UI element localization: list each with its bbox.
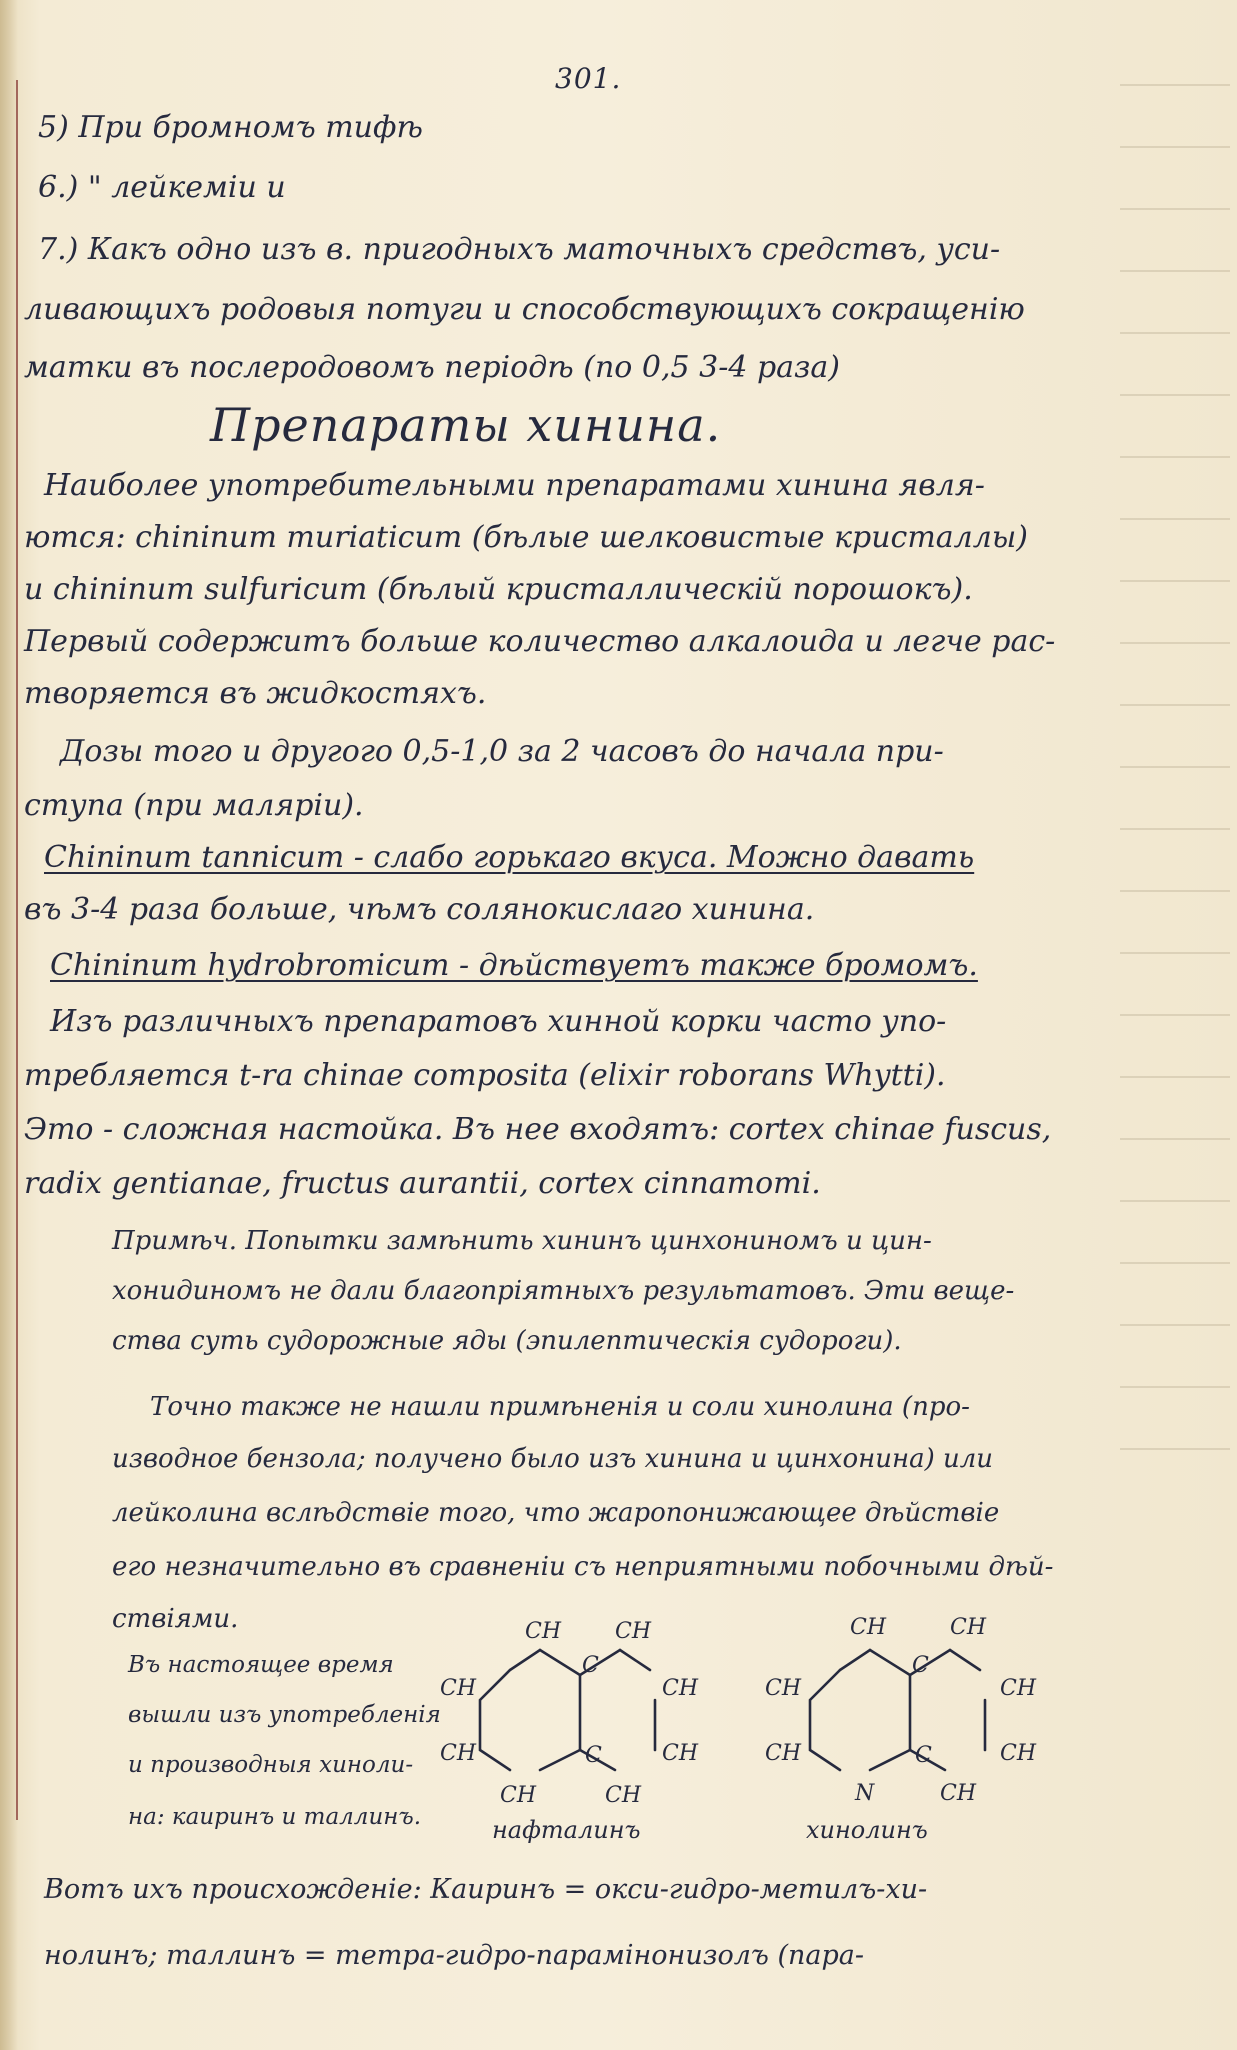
footer-line: нолинъ; таллинъ = тетра-гидро-парамінонизолъ (пара- xyxy=(44,1940,864,1971)
text-line: 5) При бромномъ тифѣ xyxy=(38,110,423,145)
body-line: ются: chininum muriaticum (бѣлые шелковистые кристаллы) xyxy=(24,520,1029,555)
body-line: Chininum tannicum - слабо горькаго вкуса. Можно давать xyxy=(44,840,975,875)
footer-line: Вотъ ихъ происхожденіе: Каиринъ = окси-гидро-метилъ-хи- xyxy=(44,1874,928,1905)
atom-label: N xyxy=(855,1781,875,1806)
text-line: матки въ послеродовомъ періодѣ (по 0,5 3-4 раза) xyxy=(24,350,840,385)
text-line: ливающихъ родовыя потуги и способствующихъ сокращенію xyxy=(24,292,1025,327)
body-line: Это - сложная настойка. Въ нее входятъ: cortex chinae fuscus, xyxy=(24,1112,1052,1147)
body-line: Наиболее употребительными препаратами хинина явля- xyxy=(44,468,985,503)
atom-label: CH xyxy=(662,1741,699,1766)
atom-label: CH xyxy=(1000,1741,1037,1766)
atom-label: CH xyxy=(615,1619,652,1644)
note-line: лейколина вслѣдствіе того, что жаропонижающее дѣйствіе xyxy=(112,1498,1000,1528)
side-note-line: и производныя хиноли- xyxy=(128,1752,414,1778)
body-line: radix gentianae, fructus aurantii, cortex cinnamomi. xyxy=(24,1166,821,1201)
body-line: Первый содержитъ больше количество алкалоида и легче рас- xyxy=(24,624,1056,659)
naphthalene-bonds xyxy=(480,1650,655,1770)
side-note-line: вышли изъ употребленія xyxy=(128,1702,441,1728)
atom-label: CH xyxy=(440,1676,477,1701)
body-line: ступа (при малярiи). xyxy=(24,788,364,823)
body-line: и chininum sulfuricum (бѣлый кристаллическій порошокъ). xyxy=(24,572,973,607)
atom-label: CH xyxy=(950,1615,987,1640)
side-note-line: Въ настоящее время xyxy=(128,1652,394,1678)
atom-label: C xyxy=(585,1743,602,1768)
note-line: ства суть судорожные яды (эпилептическія судороги). xyxy=(112,1326,902,1356)
atom-label: C xyxy=(912,1653,929,1678)
body-line: Изъ различныхъ препаратовъ хинной корки часто упо- xyxy=(50,1004,947,1039)
note-line: его незначительно въ сравненіи съ неприятными побочными дѣй- xyxy=(112,1552,1054,1582)
quinoline-bonds xyxy=(810,1650,985,1770)
quinoline-label: хинолинъ xyxy=(806,1816,928,1844)
side-note-line: на: каиринъ и таллинъ. xyxy=(128,1804,422,1830)
body-line: требляется t-ra chinae composita (elixir roborans Whytti). xyxy=(24,1058,946,1093)
atom-label: CH xyxy=(850,1615,887,1640)
naphthalene-label: нафталинъ xyxy=(492,1816,641,1844)
note-line: изводное бензола; получено было изъ хинина и цинхонина) или xyxy=(112,1444,994,1474)
atom-label: CH xyxy=(500,1783,537,1808)
margin-rule xyxy=(16,80,18,1820)
note-line: Примѣч. Попытки замѣнить хининъ цинхониномъ и цин- xyxy=(112,1226,932,1256)
atom-label: CH xyxy=(605,1783,642,1808)
atom-label: CH xyxy=(940,1781,977,1806)
atom-label: C xyxy=(582,1653,599,1678)
atom-label: CH xyxy=(662,1676,699,1701)
bleed-through-text xyxy=(1120,50,1230,1500)
quinoline-formula xyxy=(760,1600,1090,1810)
text-line: 6.) " лейкеміи и xyxy=(38,170,286,205)
atom-label: C xyxy=(915,1743,932,1768)
atom-label: CH xyxy=(765,1741,802,1766)
section-heading: Препараты хинина. xyxy=(210,398,722,452)
atom-label: CH xyxy=(440,1741,477,1766)
naphthalene-formula xyxy=(440,1610,770,1810)
text-line: 7.) Какъ одно изъ в. пригодныхъ маточныхъ средствъ, уси- xyxy=(38,232,1001,267)
body-line: Chininum hydrobromicum - дѣйствуетъ также бромомъ. xyxy=(50,948,978,983)
note-line: Точно также не нашли примѣненія и соли хинолина (про- xyxy=(150,1392,970,1422)
note-line: ствіями. xyxy=(112,1604,239,1634)
body-line: творяется въ жидкостяхъ. xyxy=(24,676,487,711)
atom-label: CH xyxy=(1000,1676,1037,1701)
body-line: Дозы того и другого 0,5-1,0 за 2 часовъ до начала при- xyxy=(60,734,944,769)
body-line: въ 3-4 раза больше, чѣмъ солянокислаго хинина. xyxy=(24,892,815,927)
atom-label: CH xyxy=(765,1676,802,1701)
note-line: хонидиномъ не дали благопріятныхъ результатовъ. Эти веще- xyxy=(112,1276,1015,1306)
page-number: 301. xyxy=(555,62,622,95)
atom-label: CH xyxy=(525,1619,562,1644)
